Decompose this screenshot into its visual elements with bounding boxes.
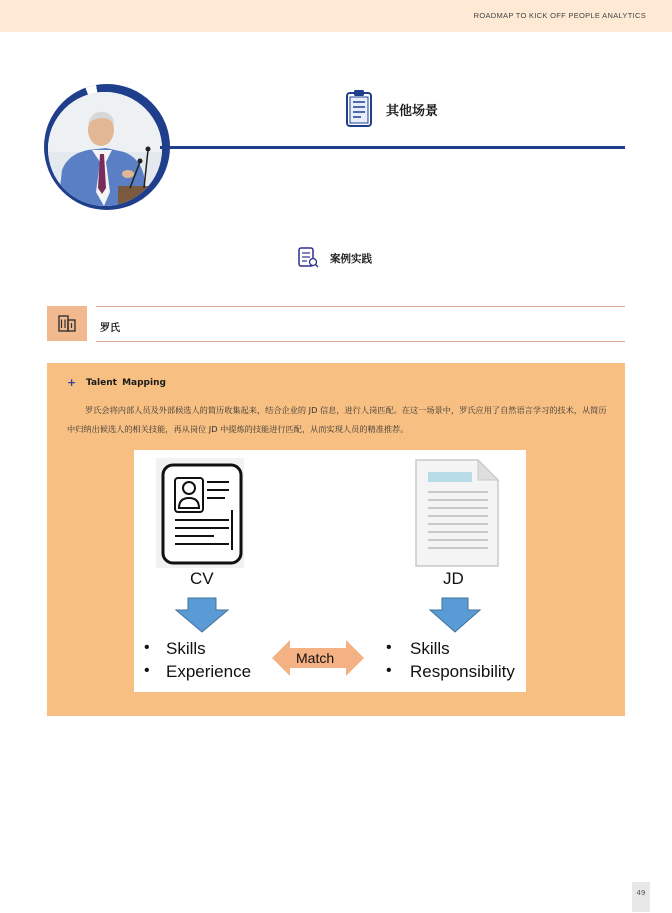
plus-icon: + [67, 376, 77, 389]
jd-item-responsibility: Responsibility [410, 662, 515, 681]
clipboard-icon [344, 88, 374, 128]
jd-item-skills: Skills [410, 639, 450, 658]
cv-bullet-2: • [144, 662, 150, 679]
page-number: 49 [632, 882, 650, 912]
cv-item-skills: Skills [166, 639, 206, 658]
speaker-photo [48, 92, 162, 206]
company-rule-top [96, 306, 625, 307]
company-rule-bottom [96, 341, 625, 342]
building-icon [57, 313, 77, 333]
cv-bullet-1: • [144, 639, 150, 656]
jd-label: JD [443, 569, 464, 588]
cv-label: CV [190, 569, 214, 588]
running-title: ROADMAP TO KICK OFF PEOPLE ANALYTICS [473, 11, 646, 20]
cv-jd-diagram [134, 450, 526, 692]
jd-bullet-2: • [386, 662, 392, 679]
document-list-icon [297, 246, 319, 268]
section-title: 其他场景 [386, 104, 439, 119]
header-rule [160, 146, 625, 149]
top-banner [0, 0, 672, 32]
match-label: Match [296, 650, 335, 666]
cv-item-experience: Experience [166, 662, 252, 681]
jd-bullet-1: • [386, 639, 392, 656]
panel-title: Talent Mapping [86, 378, 166, 388]
company-name: 罗氏 [100, 323, 120, 334]
panel-paragraph: 罗氏会将内部人员及外部候选人的简历收集起来，结合企业的 JD 信息，进行人岗匹配。在这一场景中，罗氏应用了自然语言学习的技术，从简历中归纳出候选人的相关技能，再从岗位 JD 中提炼的技能进行匹配，从而实现人员的精准推荐。 [67, 405, 607, 434]
case-title: 案例实践 [330, 253, 372, 265]
